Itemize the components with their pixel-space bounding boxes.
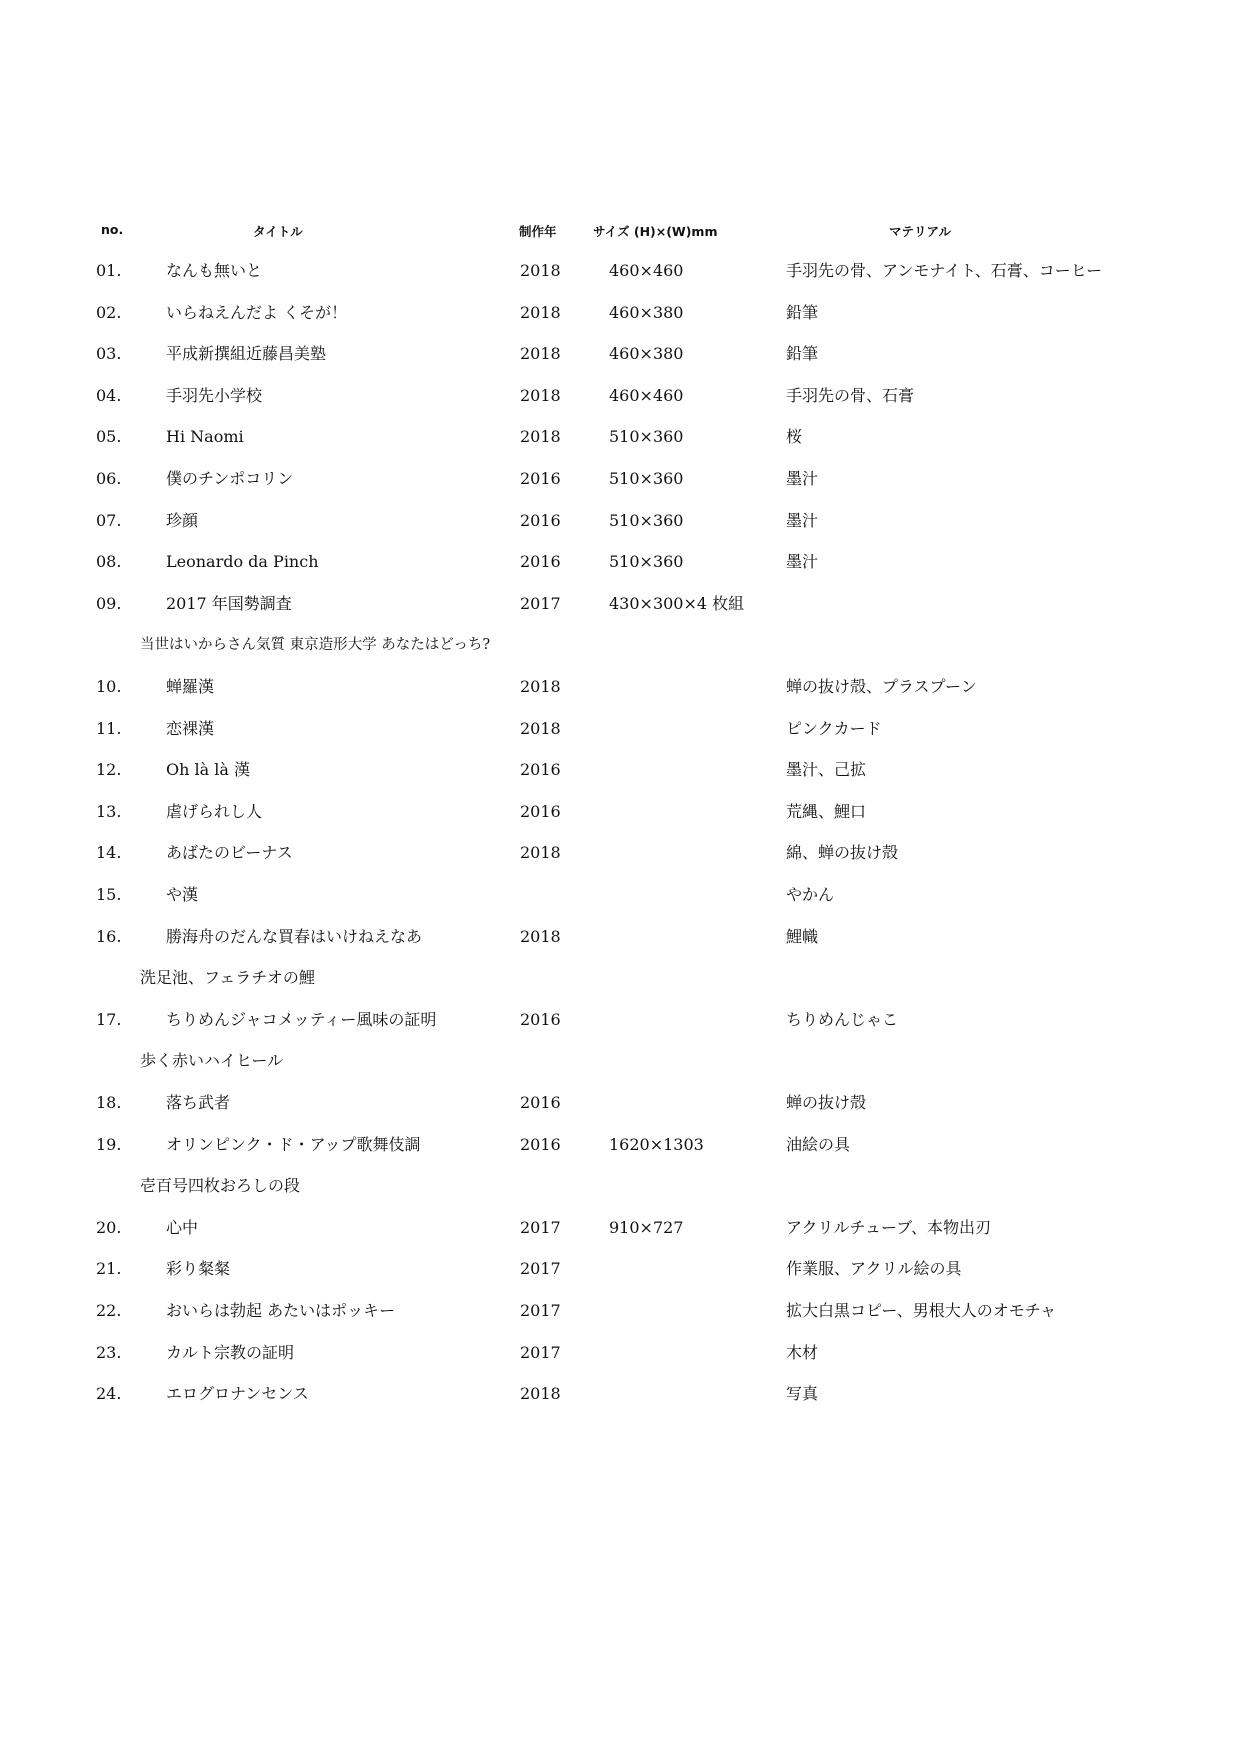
table-row	[0, 797, 1239, 827]
row-number: 13.	[96, 801, 122, 821]
note-text: 洗足池、フェラチオの鯉	[140, 968, 315, 988]
work-year: 2016	[520, 801, 561, 821]
row-number: 23.	[96, 1342, 122, 1362]
work-title: 蝉羅漢	[166, 677, 215, 696]
work-size: 1620×1303	[609, 1134, 704, 1154]
work-material: 手羽先の骨、アンモナイト、石膏、コーヒー	[786, 261, 1103, 280]
work-title: ちりめんジャコメッティー風味の証明	[166, 1009, 437, 1029]
work-title: カルト宗教の証明	[166, 1342, 295, 1362]
work-size: 510×360	[609, 469, 684, 488]
work-size: 430×300×4 枚組	[609, 593, 745, 613]
row-number: 19.	[96, 1134, 122, 1154]
work-size: 910×727	[609, 1217, 684, 1237]
work-material: ピンクカード	[786, 718, 882, 738]
work-size: 460×460	[609, 385, 684, 405]
work-year: 2016	[520, 552, 561, 572]
work-title: あばたのビーナス	[166, 843, 293, 863]
row-number: 12.	[96, 760, 122, 780]
work-title: 珍顔	[166, 510, 199, 530]
table-row	[0, 1379, 1239, 1409]
work-material: 作業服、アクリル絵の具	[786, 1259, 962, 1279]
work-material: 蝉の抜け殻	[786, 1093, 867, 1112]
work-title: 手羽先小学校	[166, 385, 263, 405]
work-title: 2017 年国勢調査	[166, 593, 292, 613]
work-title: 落ち武者	[166, 1093, 231, 1112]
work-title: Hi Naomi	[166, 427, 244, 447]
work-year: 2017	[520, 1259, 561, 1279]
work-title: 恋裸漢	[166, 718, 215, 738]
note-text: 歩く赤いハイヒール	[140, 1051, 284, 1071]
work-title: 勝海舟のだんな買春はいけねえなあ	[166, 926, 423, 946]
work-title: 平成新撰組近藤昌美塾	[166, 344, 327, 364]
row-number: 01.	[96, 261, 122, 280]
work-material: 鉛筆	[786, 344, 819, 364]
work-title: Oh là là 漢	[166, 760, 250, 780]
header-no: no.	[101, 222, 124, 237]
row-number: 15.	[96, 885, 122, 904]
table-row	[0, 381, 1239, 411]
row-number: 04.	[96, 385, 122, 405]
work-size: 510×360	[609, 552, 684, 572]
table-row	[0, 672, 1239, 702]
table-row	[0, 298, 1239, 328]
table-row	[0, 547, 1239, 577]
row-number: 05.	[96, 427, 122, 447]
table-row	[0, 755, 1239, 785]
row-number: 09.	[96, 593, 122, 613]
row-number: 06.	[96, 469, 122, 488]
work-material: 墨汁	[786, 469, 819, 488]
work-title: オリンピンク・ド・アップ歌舞伎調	[166, 1134, 421, 1154]
work-title: 僕のチンポコリン	[166, 469, 294, 488]
row-number: 10.	[96, 677, 122, 696]
table-row	[0, 1296, 1239, 1326]
work-year: 2018	[520, 1384, 561, 1404]
work-size: 460×380	[609, 302, 684, 322]
note-text: 壱百号四枚おろしの段	[140, 1176, 301, 1196]
work-material: 墨汁、己拡	[786, 760, 867, 780]
work-year: 2016	[520, 1009, 561, 1029]
row-number: 08.	[96, 552, 122, 572]
work-title: 心中	[166, 1217, 199, 1237]
work-title: おいらは勃起 あたいはポッキー	[166, 1301, 396, 1320]
subtitle-note	[0, 963, 1239, 993]
row-number: 02.	[96, 302, 122, 322]
work-year: 2016	[520, 469, 561, 488]
row-number: 16.	[96, 926, 122, 946]
row-number: 20.	[96, 1217, 122, 1237]
work-year: 2018	[520, 385, 561, 405]
work-title: 彩り粲粲	[166, 1259, 231, 1279]
table-row	[0, 339, 1239, 369]
table-row	[0, 589, 1239, 619]
table-row	[0, 464, 1239, 494]
table-row	[0, 714, 1239, 744]
table-row	[0, 922, 1239, 952]
row-number: 11.	[96, 718, 122, 738]
work-material: 写真	[786, 1384, 819, 1404]
table-row	[0, 1088, 1239, 1118]
row-number: 14.	[96, 843, 122, 863]
work-title: エログロナンセンス	[166, 1384, 309, 1404]
work-material: 桜	[786, 427, 803, 447]
work-year: 2016	[520, 760, 561, 780]
subtitle-note	[0, 630, 1239, 660]
work-year: 2018	[520, 677, 561, 696]
work-size: 460×380	[609, 344, 684, 364]
work-year: 2018	[520, 261, 561, 280]
work-material: 蝉の抜け殻、プラスプーン	[786, 677, 977, 696]
row-number: 18.	[96, 1093, 122, 1112]
row-number: 24.	[96, 1384, 122, 1404]
subtitle-note	[0, 1046, 1239, 1076]
work-title: や漢	[166, 885, 199, 904]
work-title: 虐げられし人	[166, 801, 263, 821]
work-title: Leonardo da Pinch	[166, 552, 319, 572]
work-material: 油絵の具	[786, 1134, 851, 1154]
work-material: アクリルチューブ、本物出刃	[786, 1217, 991, 1237]
work-title: いらねえんだよ くそが！	[166, 302, 348, 322]
header-year: 制作年	[519, 224, 557, 239]
row-number: 22.	[96, 1301, 122, 1320]
work-material: 鯉幟	[786, 926, 819, 946]
work-year: 2016	[520, 1134, 561, 1154]
row-number: 17.	[96, 1009, 122, 1029]
work-size: 510×360	[609, 510, 684, 530]
work-material: 墨汁	[786, 552, 819, 572]
table-row	[0, 838, 1239, 868]
table-row	[0, 1338, 1239, 1368]
work-year: 2017	[520, 593, 561, 613]
work-material: 鉛筆	[786, 302, 819, 322]
work-material: 綿、蝉の抜け殻	[786, 843, 899, 863]
table-row	[0, 1130, 1239, 1160]
work-material: 荒縄、鯉口	[786, 801, 867, 821]
table-row	[0, 880, 1239, 910]
header-size: サイズ (H)×(W)mm	[593, 224, 718, 239]
work-material: やかん	[786, 885, 835, 904]
work-material: 墨汁	[786, 510, 819, 530]
subtitle-note	[0, 1171, 1239, 1201]
work-year: 2016	[520, 1093, 561, 1112]
row-number: 07.	[96, 510, 122, 530]
row-number: 03.	[96, 344, 122, 364]
table-row	[0, 506, 1239, 536]
work-material: 手羽先の骨、石膏	[786, 385, 915, 405]
work-size: 510×360	[609, 427, 684, 447]
work-material: 木材	[786, 1342, 819, 1362]
work-year: 2018	[520, 344, 561, 364]
work-year: 2017	[520, 1217, 561, 1237]
row-number: 21.	[96, 1259, 122, 1279]
work-year: 2018	[520, 427, 561, 447]
work-year: 2018	[520, 718, 561, 738]
header-material: マテリアル	[889, 224, 952, 239]
table-row	[0, 256, 1239, 286]
work-title: なんも無いと	[166, 261, 263, 280]
table-row	[0, 422, 1239, 452]
table-row	[0, 1213, 1239, 1243]
work-year: 2017	[520, 1301, 561, 1320]
header-title: タイトル	[253, 224, 303, 239]
work-year: 2018	[520, 926, 561, 946]
work-material: 拡大白黒コピー、男根大人のオモチャ	[786, 1301, 1057, 1320]
work-year: 2018	[520, 843, 561, 863]
table-row	[0, 1254, 1239, 1284]
work-size: 460×460	[609, 261, 684, 280]
work-year: 2018	[520, 302, 561, 322]
work-year: 2016	[520, 510, 561, 530]
work-year: 2017	[520, 1342, 561, 1362]
table-row	[0, 1005, 1239, 1035]
note-text: 当世はいからさん気質 東京造形大学 あなたはどっち?	[140, 637, 491, 654]
work-material: ちりめんじゃこ	[786, 1009, 899, 1029]
